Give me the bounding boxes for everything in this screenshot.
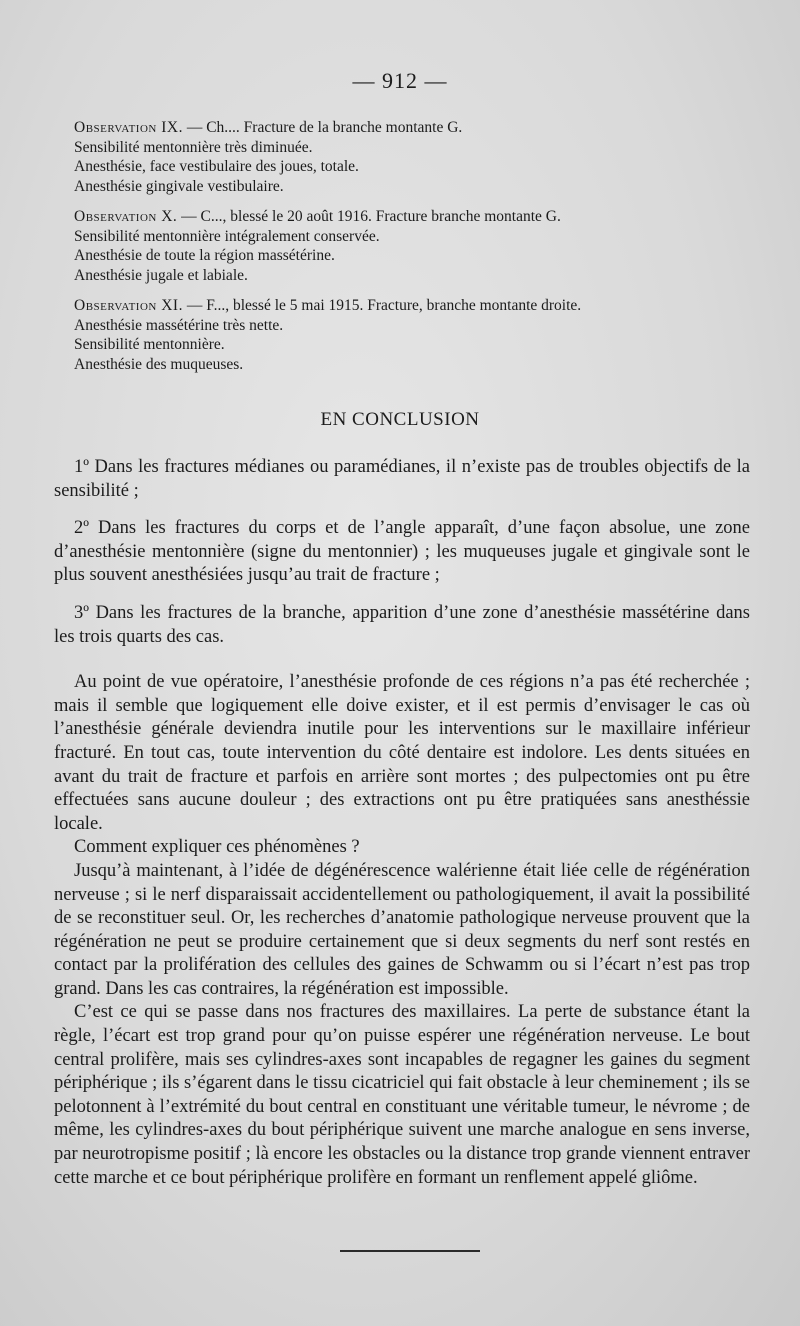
page-number: — 912 —: [352, 68, 448, 93]
paragraph-fractures: C’est ce qui se passe dans nos fractures des maxillaires. La perte de substance étant la règle, l’écart est trop grand pour qu’on puisse espérer une régénération nerveuse. Le bout central prolifère, mais ses cylindres-axes sont incapables de regagner les gaines du segment périphérique ; ils s’égarent dans le tissu cicatriciel qui fait obstacle à leur cheminement ; ils se pelotonnent à l’extrémité du bout central en constituant une véritable tumeur, le névrome ; de même, les cylindres-axes du bout périphérique suivent une marche analogue en sens inverse, par neurotropisme positif ; là encore les obstacles ou la distance trop grande viennent entraver cette marche et ce bout périphérique prolifère en formant un renflement appelé gliôme.: [54, 1002, 750, 1188]
observation-line: Anesthésie gingivale vestibulaire.: [74, 177, 284, 195]
observation-line: Anesthésie jugale et labiale.: [74, 266, 248, 284]
closing-rule: [340, 1250, 480, 1252]
observation-line: Sensibilité mentonnière intégralement conservée.: [74, 227, 380, 245]
observation-heading: [74, 207, 714, 227]
paragraph-regeneration: Jusqu’à maintenant, à l’idée de dégénérescence walérienne était liée celle de régénération nerveuse ; si le nerf disparaissait accidentellement ou pathologiquement, il avait la possibilité de se reconstituer seul. Or, les recherches d’anatomie pathologique nerveuse prouvent que la régénération ne peut se produire certainement que si deux segments du nerf sont restés en contact par la prolifération des cellules des gaines de Schwamm ou si l’écart n’est pas trop grand. Dans les cas contraires, la régénération est impossible.: [54, 860, 750, 999]
conclusion-point-2: 2º Dans les fractures du corps et de l’angle apparaît, d’une façon absolue, une zone d’anesthésie mentonnière (signe du mentonnier) ; les muqueuses jugale et gingivale sont le plus souvent anesthésiées jusqu’au trait de fracture ;: [54, 518, 750, 586]
observation-line: Sensibilité mentonnière très diminuée.: [74, 138, 313, 156]
conclusion-point-1: 1º Dans les fractures médianes ou paramédianes, il n’existe pas de troubles objectifs de la sensibilité ;: [54, 457, 750, 501]
observation-line: Anesthésie des muqueuses.: [74, 355, 244, 373]
observation-line: — C..., blessé le 20 août 1916. Fracture branche montante G.: [177, 208, 561, 225]
observation-label: Observation XI.: [74, 297, 183, 314]
observation-line: Sensibilité mentonnière.: [74, 336, 225, 353]
observation-line: — F..., blessé le 5 mai 1915. Fracture, branche montante droite.: [182, 297, 582, 314]
paragraph-question: Comment expliquer ces phénomènes ?: [74, 837, 360, 858]
observation-heading: [74, 296, 714, 316]
body-text: [54, 456, 750, 1190]
observation-heading: [74, 118, 714, 138]
conclusion-point-3: 3º Dans les fractures de la branche, apparition d’une zone d’anesthésie massétérine dans les trois quarts des cas.: [54, 602, 750, 647]
observation-line: Anesthésie de toute la région massétérine.: [74, 247, 335, 264]
conclusion-heading: EN CONCLUSION: [320, 409, 480, 430]
observation-10: [74, 207, 714, 285]
observation-label: Observation X.: [74, 208, 178, 225]
observation-line: Anesthésie, face vestibulaire des joues, totale.: [74, 158, 359, 175]
observation-9: [74, 118, 714, 196]
observation-label: Observation IX.: [74, 119, 183, 136]
observations-section: [74, 118, 714, 385]
paragraph-operative: Au point de vue opératoire, l’anesthésie profonde de ces régions n’a pas été recherchée ; mais il semble que logiquement elle doive exister, et il est permis d’envisager le cas où l’anesthésie générale deviendra inutile pour les interventions sur le maxillaire inférieur fracturé. En tout cas, toute intervention du côté dentaire est indolore. Les dents situées en avant du trait de fracture et parfois en arrière sont mortes ; des pulpectomies ont pu être effectuées sans aucune douleur ; des extractions ont pu être pratiquées sans anesthéssie locale.: [54, 672, 750, 834]
observation-line: Anesthésie massétérine très nette.: [74, 316, 284, 334]
observation-line: — Ch.... Fracture de la branche montante G.: [182, 119, 463, 136]
observation-11: [74, 296, 714, 374]
